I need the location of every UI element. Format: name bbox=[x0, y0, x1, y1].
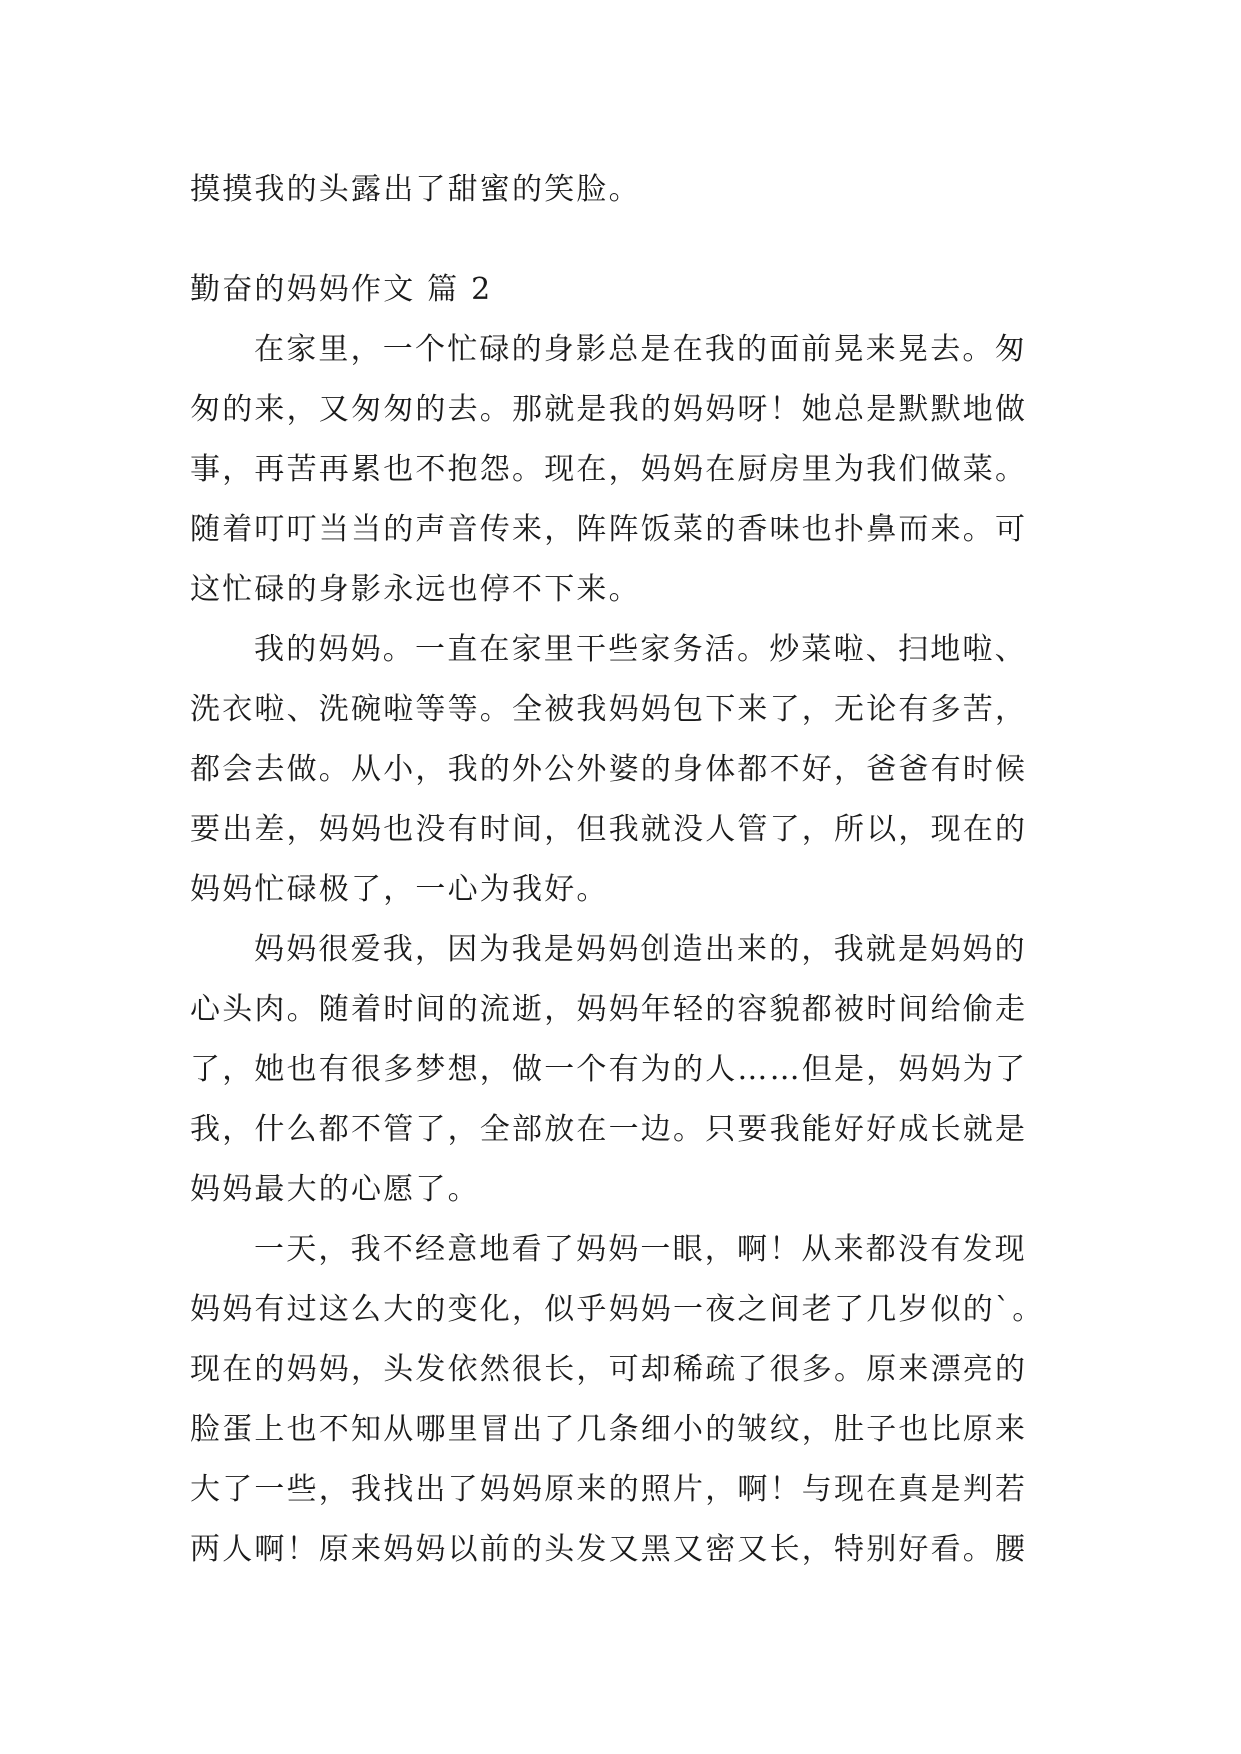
paragraph-line: 要出差，妈妈也没有时间，但我就没人管了，所以，现在的 bbox=[190, 812, 1028, 847]
paragraph-line: 在家里，一个忙碌的身影总是在我的面前晃来晃去。匆 bbox=[254, 332, 1027, 367]
paragraph-line: 妈妈最大的心愿了。 bbox=[190, 1172, 480, 1207]
paragraph-line: 心头肉。随着时间的流逝，妈妈年轻的容貌都被时间给偷走 bbox=[190, 992, 1028, 1027]
paragraph-line: 了，她也有很多梦想，做一个有为的人……但是，妈妈为了 bbox=[190, 1052, 1028, 1087]
paragraph-line: 我的妈妈。一直在家里干些家务活。炒菜啦、扫地啦、 bbox=[254, 632, 1027, 667]
essay-body bbox=[190, 160, 1050, 1580]
paragraph-line: 这忙碌的身影永远也停不下来。 bbox=[190, 572, 641, 607]
paragraph-line: 妈妈很爱我，因为我是妈妈创造出来的，我就是妈妈的 bbox=[254, 932, 1027, 967]
paragraph-line: 两人啊！原来妈妈以前的头发又黑又密又长，特别好看。腰 bbox=[190, 1532, 1028, 1567]
paragraph-line: 事，再苦再累也不抱怨。现在，妈妈在厨房里为我们做菜。 bbox=[190, 452, 1028, 487]
paragraph-line: 妈妈有过这么大的变化，似乎妈妈一夜之间老了几岁似的`。 bbox=[190, 1292, 1045, 1327]
paragraph-line: 现在的妈妈，头发依然很长，可却稀疏了很多。原来漂亮的 bbox=[190, 1352, 1028, 1387]
paragraph-line: 洗衣啦、洗碗啦等等。全被我妈妈包下来了，无论有多苦， bbox=[190, 692, 1028, 727]
paragraph-2 bbox=[190, 620, 1050, 920]
paragraph-4 bbox=[190, 1220, 1050, 1580]
paragraph-line: 脸蛋上也不知从哪里冒出了几条细小的皱纹，肚子也比原来 bbox=[190, 1412, 1028, 1447]
paragraph-line: 我，什么都不管了，全部放在一边。只要我能好好成长就是 bbox=[190, 1112, 1028, 1147]
paragraph-3 bbox=[190, 920, 1050, 1220]
paragraph-line: 妈妈忙碌极了，一心为我好。 bbox=[190, 872, 609, 907]
paragraph-line: 一天，我不经意地看了妈妈一眼，啊！从来都没有发现 bbox=[254, 1232, 1027, 1267]
essay-heading: 勤奋的妈妈作文 篇 2 bbox=[190, 272, 493, 307]
paragraph-1 bbox=[190, 320, 1050, 620]
paragraph-line: 随着叮叮当当的声音传来，阵阵饭菜的香味也扑鼻而来。可 bbox=[190, 512, 1028, 547]
paragraph-line: 都会去做。从小，我的外公外婆的身体都不好，爸爸有时候 bbox=[190, 752, 1028, 787]
carry-over-line: 摸摸我的头露出了甜蜜的笑脸。 bbox=[190, 172, 641, 207]
paragraph-line: 匆的来，又匆匆的去。那就是我的妈妈呀！她总是默默地做 bbox=[190, 392, 1028, 427]
paragraph-line: 大了一些，我找出了妈妈原来的照片，啊！与现在真是判若 bbox=[190, 1472, 1028, 1507]
